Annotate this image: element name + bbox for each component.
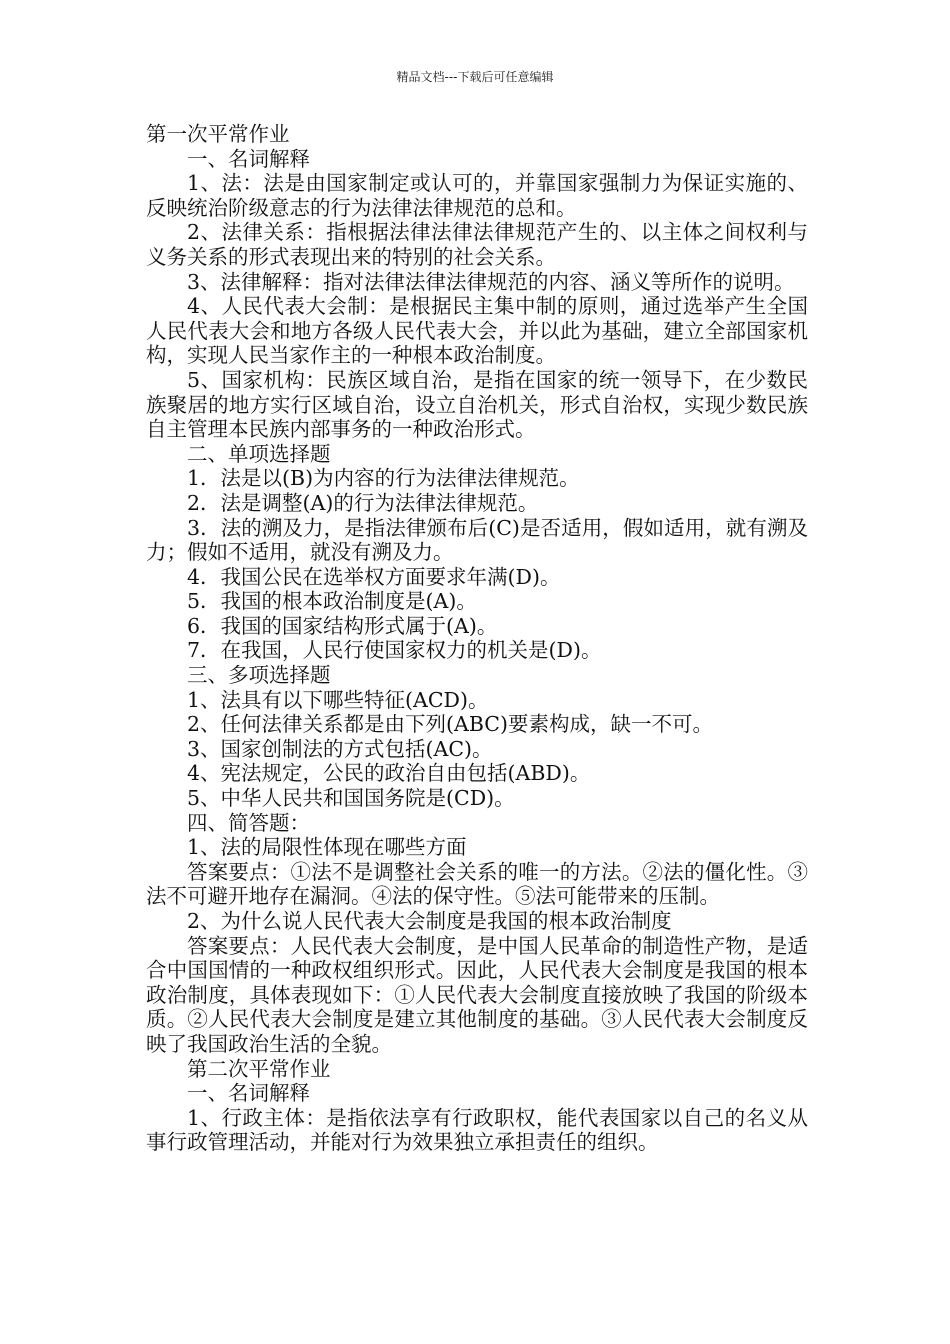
paragraph: 答案要点：人民代表大会制度，是中国人民革命的制造性产物，是适合中国国情的一种政权组织形式。因此，人民代表大会制度是我国的根本政治制度，具体表现如下：①人民代表大会制度直接放映了我国的阶级本质。②人民代表大会制度是建立其他制度的基础。③人民代表大会制度反映了我国政治生活的全貌。 [146,933,808,1056]
paragraph: 6．我国的国家结构形式属于(A)。 [187,613,498,638]
paragraph: 5、国家机构：民族区域自治，是指在国家的统一领导下，在少数民族聚居的地方实行区域自治，设立自治机关，形式自治权，实现少数民族自主管理本民族内部事务的一种政治形式。 [146,367,808,442]
paragraph: 2、为什么说人民代表大会制度是我国的根本政治制度 [187,909,672,933]
paragraph: 2、法律关系：指根据法律法律法律规范产生的、以主体之间权利与义务关系的形式表现出来的特别的社会关系。 [146,220,808,269]
section-title: 第一次平常作业 [146,122,290,146]
paragraph: 1、法的局限性体现在哪些方面 [187,835,467,860]
section-heading: 一、名词解释 [187,146,310,171]
section-heading: 三、多项选择题 [187,663,331,688]
paragraph: 5．我国的根本政治制度是(A)。 [187,589,477,614]
paragraph: 4、宪法规定，公民的政治自由包括(ABD)。 [187,761,591,786]
paragraph: 7．在我国，人民行使国家权力的机关是(D)。 [187,638,602,663]
paragraph: 2．法是调整(A)的行为法律法律规范。 [187,490,539,515]
paragraph: 答案要点：①法不是调整社会关系的唯一的方法。②法的僵化性。③法不可避开地存在漏洞。④法的保守性。⑤法可能带来的压制。 [146,859,808,909]
paragraph: 3、法律解释：指对法律法律法律规范的内容、涵义等所作的说明。 [187,269,795,294]
page-header: 精品文档---下载后可任意编辑 [396,70,554,84]
paragraph: 1、法具有以下哪些特征(ACD)。 [187,687,489,712]
paragraph: 4．我国公民在选举权方面要求年满(D)。 [187,564,561,589]
section-heading: 四、简答题： [187,810,310,835]
section-title: 第二次平常作业 [187,1056,331,1081]
paragraph: 3、国家创制法的方式包括(AC)。 [187,736,493,761]
paragraph: 2、任何法律关系都是由下列(ABC)要素构成，缺一不可。 [187,712,713,737]
section-heading: 二、单项选择题 [187,441,331,466]
section-heading: 一、名词解释 [187,1081,310,1106]
paragraph: 5、中华人民共和国国务院是(CD)。 [187,786,515,811]
document-body [146,122,808,1155]
paragraph: 1、行政主体：是指依法享有行政职权，能代表国家以自己的名义从事行政管理活动，并能对行为效果独立承担责任的组织。 [146,1105,808,1155]
paragraph: 4、人民代表大会制：是根据民主集中制的原则，通过选举产生全国人民代表大会和地方各级人民代表大会，并以此为基础，建立全部国家机构，实现人民当家作主的一种根本政治制度。 [146,294,808,368]
paragraph: 1、法：法是由国家制定或认可的，并靠国家强制力为保证实施的、反映统治阶级意志的行为法律法律规范的总和。 [146,171,808,220]
paragraph: 3．法的溯及力，是指法律颁布后(C)是否适用，假如适用，就有溯及力；假如不适用，就没有溯及力。 [146,515,808,565]
paragraph: 1．法是以(B)为内容的行为法律法律规范。 [187,466,580,491]
